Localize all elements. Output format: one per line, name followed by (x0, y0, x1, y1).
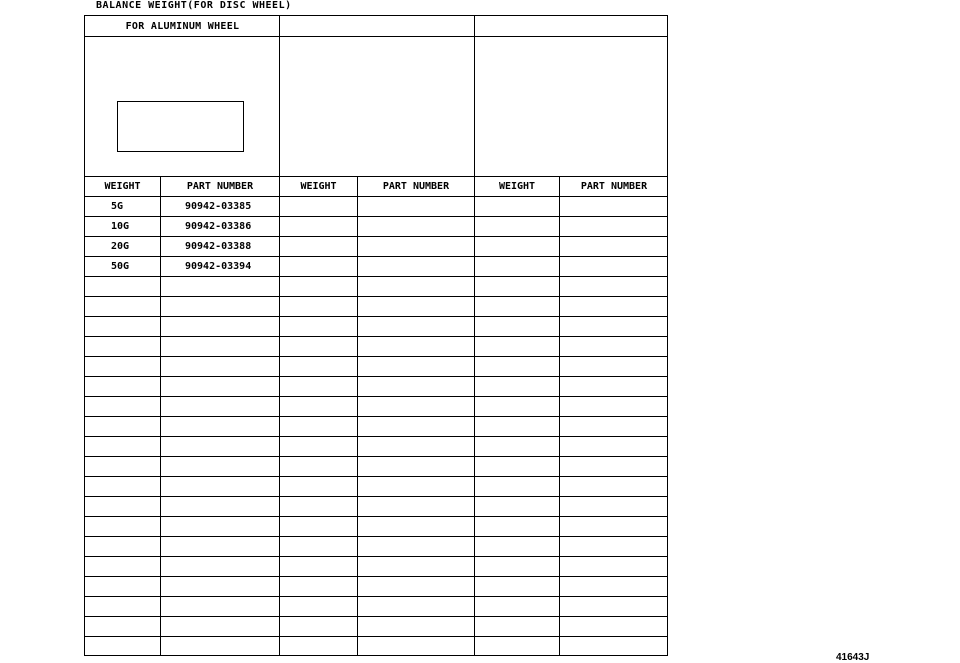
row-divider (85, 436, 667, 437)
row-divider (85, 316, 667, 317)
part-number-cell: 90942-03388 (185, 241, 252, 252)
page-title: BALANCE WEIGHT(FOR DISC WHEEL) (96, 0, 292, 11)
column-header-weight: WEIGHT (104, 181, 141, 192)
row-divider (85, 556, 667, 557)
row-divider (85, 376, 667, 377)
column-header-part-number: PART NUMBER (580, 181, 648, 192)
section-illustration-1 (85, 37, 280, 177)
section-header-3 (475, 16, 668, 37)
row-divider (85, 236, 667, 237)
row-divider (85, 296, 667, 297)
row-divider (85, 276, 667, 277)
column-header-part-number: PART NUMBER (186, 181, 254, 192)
balance-weight-table (84, 15, 668, 656)
row-divider (85, 536, 667, 537)
column-header-weight: WEIGHT (498, 181, 536, 192)
row-divider (85, 256, 667, 257)
row-divider (85, 596, 667, 597)
row-divider (85, 456, 667, 457)
column-header-weight: WEIGHT (300, 181, 337, 192)
row-divider (85, 476, 667, 477)
weight-cell: 5G (111, 201, 124, 212)
part-number-cell: 90942-03385 (185, 201, 252, 212)
row-divider (85, 356, 667, 357)
row-divider (85, 616, 667, 617)
weight-cell: 10G (111, 221, 130, 232)
section-header-1: FOR ALUMINUM WHEEL (85, 16, 280, 37)
part-number-cell: 90942-03394 (185, 261, 252, 272)
row-divider (85, 336, 667, 337)
section-illustration-3 (475, 37, 668, 177)
weight-cell: 20G (111, 241, 130, 252)
row-divider (85, 216, 667, 217)
part-number-cell: 90942-03386 (185, 221, 252, 232)
weight-cell: 50G (111, 261, 130, 272)
section-header-2 (280, 16, 475, 37)
catalog-number: 41643J (836, 652, 870, 663)
section-illustration-2 (280, 37, 475, 177)
row-divider (85, 636, 667, 637)
column-header-part-number: PART NUMBER (382, 181, 450, 192)
row-divider (85, 576, 667, 577)
row-divider (85, 396, 667, 397)
balance-weight-illustration (117, 101, 244, 152)
row-divider (85, 416, 667, 417)
row-divider (85, 196, 667, 197)
row-divider (85, 496, 667, 497)
row-divider (85, 516, 667, 517)
